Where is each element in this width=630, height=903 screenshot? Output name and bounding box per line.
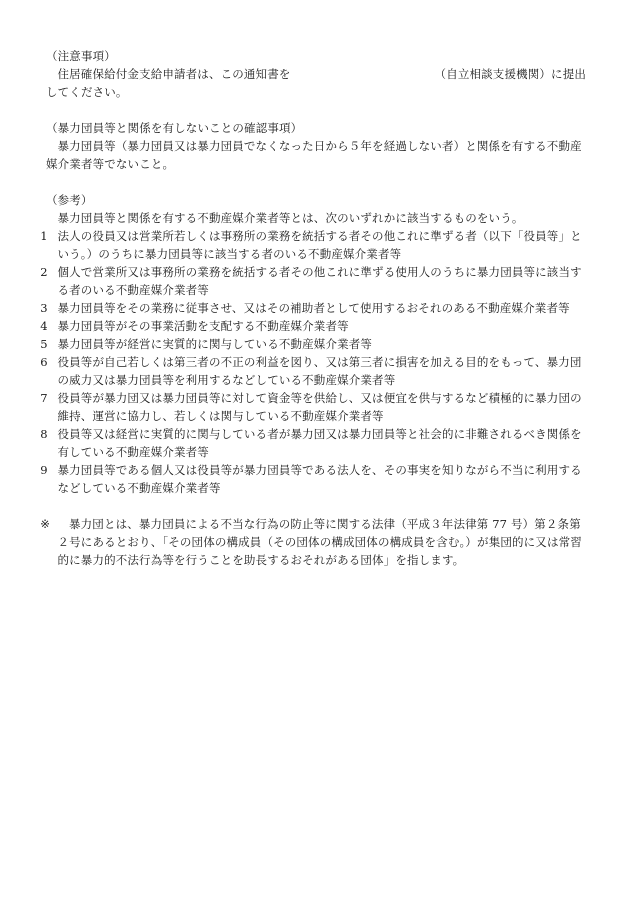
list-item bbox=[40, 299, 586, 317]
item-number: 6 bbox=[40, 355, 48, 369]
item-text: 暴力団員等が経営に実質的に関与している不動産媒介業者等 bbox=[57, 337, 373, 351]
notice-text-tail: （自立相談支援機関）に提出 bbox=[434, 67, 586, 81]
item-number: 4 bbox=[40, 319, 48, 333]
list-item bbox=[40, 461, 586, 497]
notice-section bbox=[46, 47, 586, 101]
item-text: 暴力団員等である個人又は役員等が暴力団員等である法人を、その事実を知りながら不当に利用するなどしている不動産媒介業者等 bbox=[57, 463, 582, 495]
notice-text-lead: 住居確保給付金支給申請者は、この通知書を bbox=[57, 67, 291, 81]
item-text: 個人で営業所又は事務所の業務を統括する者その他これに準ずる使用人のうちに暴力団員等に該当する者のいる不動産媒介業者等 bbox=[57, 265, 582, 297]
notice-heading: （注意事項） bbox=[46, 49, 116, 63]
footnote-mark: ※ bbox=[40, 517, 51, 531]
item-text: 役員等が自己若しくは第三者の不正の利益を図り、又は第三者に損害を加える目的をもって、暴力団の威力又は暴力団員等を利用するなどしている不動産媒介業者等 bbox=[57, 355, 582, 387]
reference-section bbox=[40, 191, 586, 497]
notice-blank-field bbox=[291, 65, 435, 83]
reference-list bbox=[40, 227, 586, 497]
item-number: 5 bbox=[40, 337, 48, 351]
list-item bbox=[40, 317, 586, 335]
list-item bbox=[40, 335, 586, 353]
footnote-text: 暴力団とは、暴力団員による不当な行為の防止等に関する法律（平成３年法律第 77 号）第２条第２号にあるとおり、「その団体の構成員（その団体の構成団体の構成員を含む。）が集団的に又は常習的に暴力的不法行為等を行うことを助長するおそれがある団体」を指します。 bbox=[57, 517, 582, 567]
notice-text bbox=[58, 65, 587, 83]
item-number: 8 bbox=[40, 427, 48, 441]
item-text: 法人の役員又は営業所若しくは事務所の業務を統括する者その他これに準ずる者（以下「役員等」という。）のうちに暴力団員等に該当する者のいる不動産媒介業者等 bbox=[57, 229, 582, 261]
list-item bbox=[40, 389, 586, 425]
item-number: 3 bbox=[40, 301, 48, 315]
item-number: 9 bbox=[40, 463, 48, 477]
reference-heading: （参考） bbox=[46, 193, 93, 207]
reference-intro: 暴力団員等と関係を有する不動産媒介業者等とは、次のいずれかに該当するものをいう。 bbox=[57, 211, 524, 225]
item-text: 暴力団員等をその業務に従事させ、又はその補助者として使用するおそれのある不動産媒介業者等 bbox=[57, 301, 570, 315]
item-text: 暴力団員等がその事業活動を支配する不動産媒介業者等 bbox=[57, 319, 349, 333]
notice-text-continuation: してください。 bbox=[46, 85, 128, 99]
confirmation-text: 暴力団員等（暴力団員又は暴力団員でなくなった日から５年を経過しない者）と関係を有する不動産媒介業者等でないこと。 bbox=[46, 139, 582, 171]
item-text: 役員等が暴力団又は暴力団員等に対して資金等を供給し、又は便宜を供与するなど積極的に暴力団の維持、運営に協力し、若しくは関与している不動産媒介業者等 bbox=[57, 391, 582, 423]
list-item bbox=[40, 425, 586, 461]
document-body bbox=[40, 47, 586, 569]
item-number: 7 bbox=[40, 391, 48, 405]
item-text: 役員等又は経営に実質的に関与している者が暴力団又は暴力団員等と社会的に非難されるべき関係を有している不動産媒介業者等 bbox=[57, 427, 582, 459]
item-number: 1 bbox=[40, 229, 48, 243]
list-item bbox=[40, 227, 586, 263]
list-item bbox=[40, 353, 586, 389]
list-item bbox=[40, 263, 586, 299]
footnote bbox=[40, 515, 586, 569]
confirmation-section bbox=[46, 119, 586, 173]
confirmation-heading: （暴力団員等と関係を有しないことの確認事項） bbox=[46, 121, 303, 135]
item-number: 2 bbox=[40, 265, 48, 279]
